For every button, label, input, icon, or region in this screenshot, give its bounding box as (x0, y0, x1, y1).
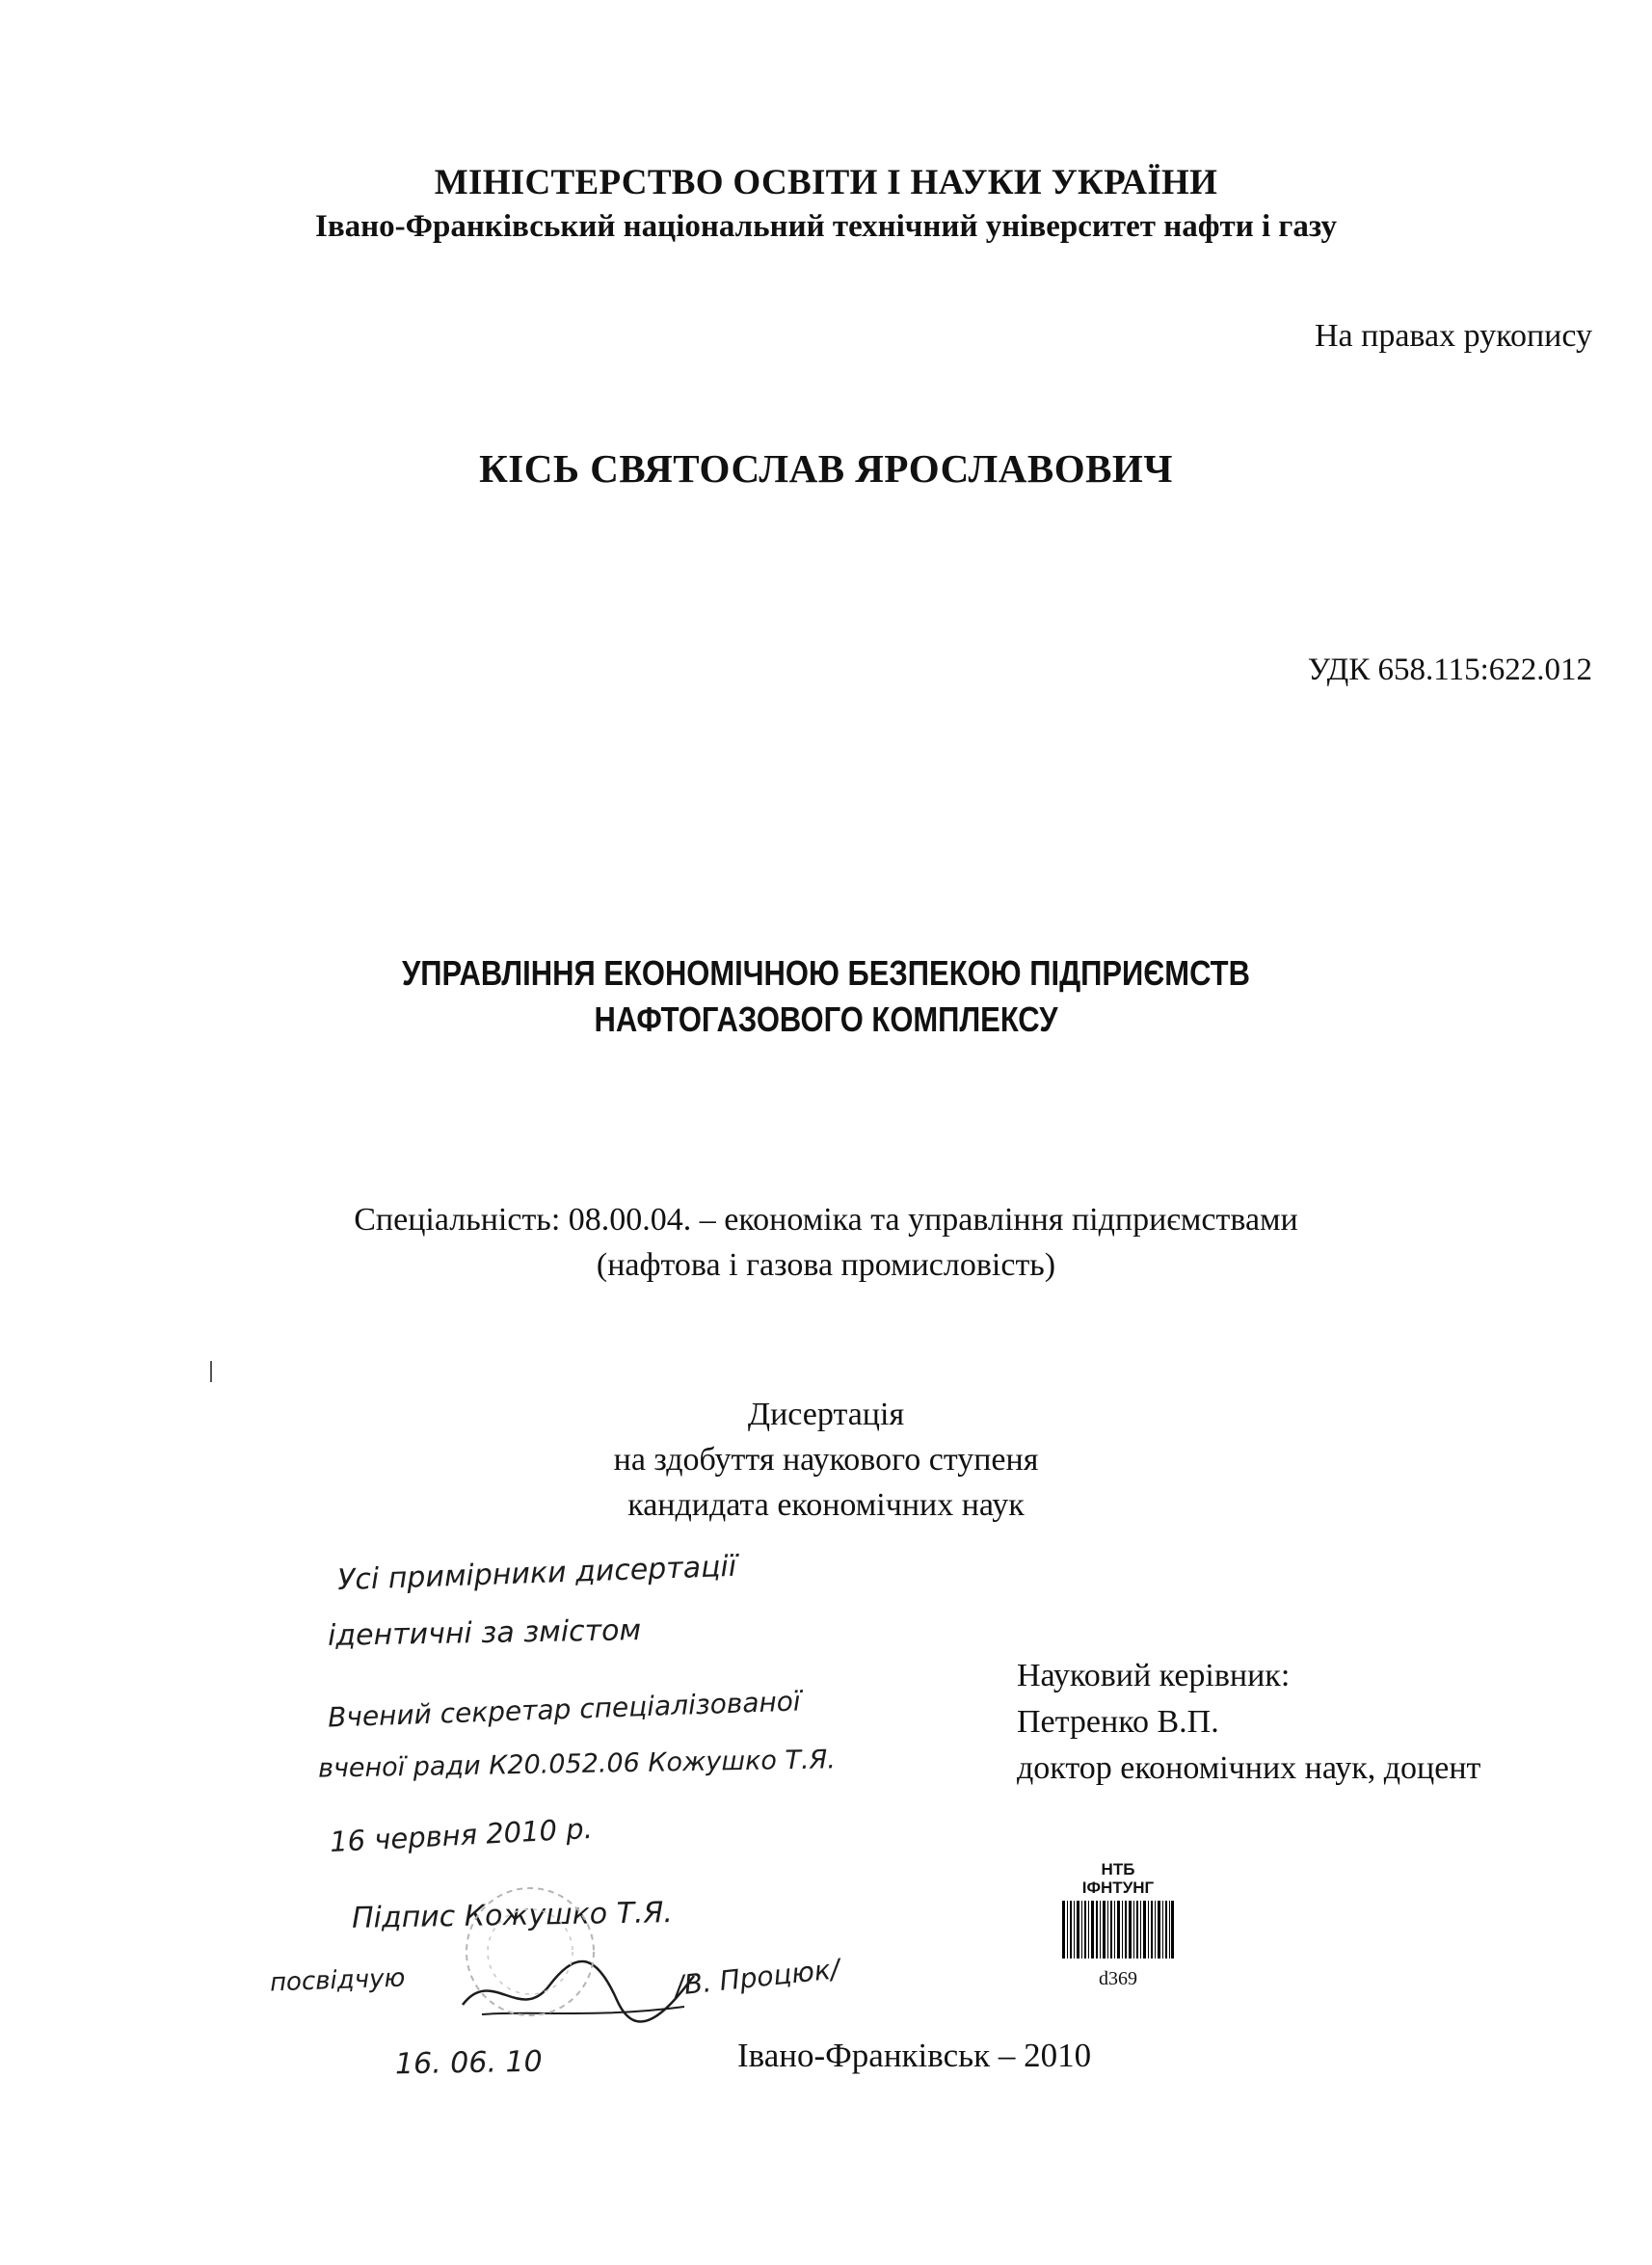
handwritten-line-4: вченої ради К20.052.06 Кожушко Т.Я. (317, 1745, 837, 1784)
stamp-code: d369 (1099, 1968, 1137, 1989)
specialty-block (0, 1197, 1652, 1288)
specialty-line-2: (нафтова і газова промисловість) (596, 1247, 1056, 1283)
dissertation-line-2: на здобуття наукового ступеня (613, 1442, 1039, 1478)
stamp-line-1: НТБ (1101, 1860, 1135, 1879)
library-stamp (1060, 1860, 1176, 2005)
handwritten-line-3: Вчений секретар спеціалізованої (327, 1685, 802, 1734)
supervisor-name: Петренко В.П. (1017, 1704, 1219, 1740)
handwritten-line-2: ідентичні за змістом (327, 1613, 642, 1653)
handwritten-line-8: /В. Процюк/ (673, 1953, 841, 2002)
author-name: КІСЬ СВЯТОСЛАВ ЯРОСЛАВОВИЧ (479, 446, 1173, 491)
handwritten-line-9: 16. 06. 10 (394, 2044, 543, 2082)
dissertation-line-3: кандидата економічних наук (627, 1487, 1025, 1523)
udk-code: УДК 658.115:622.012 (1307, 653, 1592, 687)
handwritten-line-1: Усі примірники дисертації (336, 1549, 737, 1598)
title-line-1: УПРАВЛІННЯ ЕКОНОМІЧНОЮ БЕЗПЕКОЮ ПІДПРИЄМСТВ (402, 953, 1250, 993)
handwritten-certification (269, 1537, 1002, 2106)
manuscript-note: На правах рукопису (1314, 318, 1592, 354)
city-year: Івано-Франківськ – 2010 (737, 2037, 1092, 2074)
faint-round-seal (458, 1879, 602, 2024)
supervisor-block (1017, 1653, 1480, 1792)
ministry-heading: МІНІСТЕРСТВО ОСВІТИ І НАУКИ УКРАЇНИ (434, 163, 1218, 202)
supervisor-label: Науковий керівник: (1017, 1658, 1291, 1693)
dissertation-title (116, 950, 1536, 1043)
dissertation-block (0, 1392, 1652, 1528)
supervisor-degree: доктор економічних наук, доцент (1017, 1750, 1481, 1786)
title-line-2: НАФТОГАЗОВОГО КОМПЛЕКСУ (594, 999, 1058, 1039)
handwritten-line-5: 16 червня 2010 р. (329, 1811, 594, 1859)
margin-mark (210, 1361, 212, 1382)
dissertation-line-1: Дисертація (747, 1397, 905, 1432)
university-heading: Івано-Франківський національний технічний університет нафти і газу (315, 209, 1337, 244)
barcode-icon (1062, 1901, 1174, 1959)
specialty-line-1: Спеціальність: 08.00.04. – економіка та управління підприємствами (354, 1202, 1298, 1238)
handwritten-line-7: посвідчую (269, 1963, 406, 1998)
stamp-line-2: ІФНТУНГ (1081, 1879, 1155, 1897)
handwritten-line-6: Підпис Кожушко Т.Я. (351, 1896, 674, 1935)
